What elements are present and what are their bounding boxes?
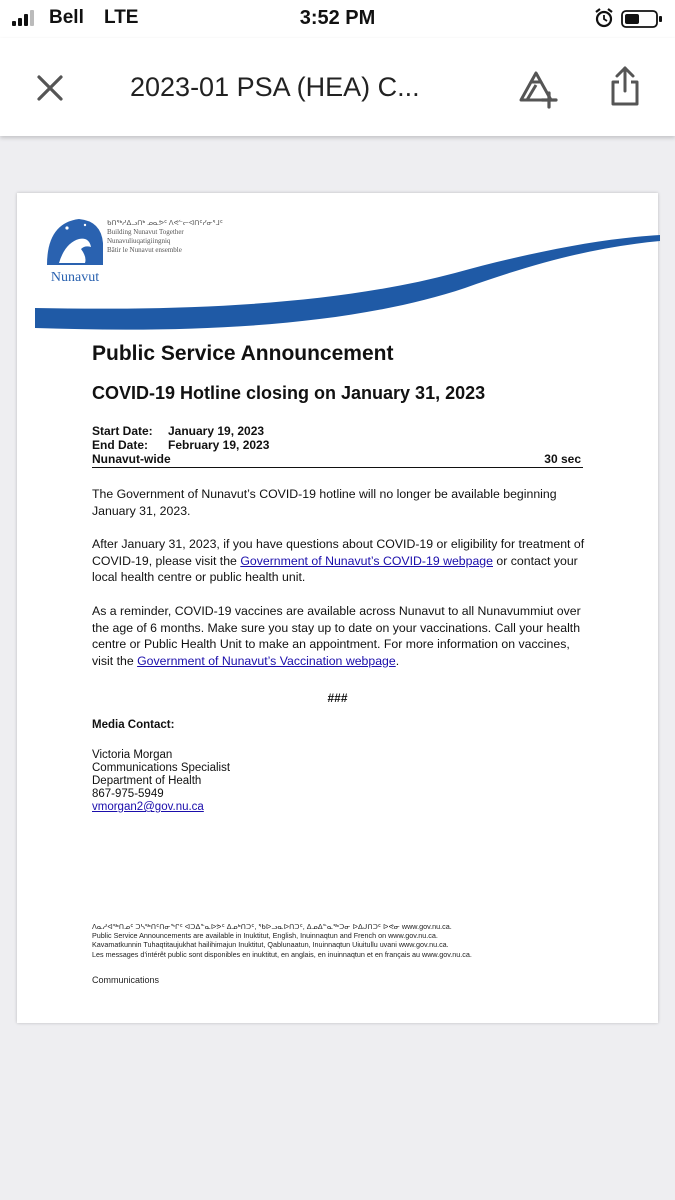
add-to-drive-icon[interactable]	[515, 66, 561, 110]
end-date-value: February 19, 2023	[168, 438, 270, 452]
start-date-label: Start Date:	[92, 424, 153, 438]
end-date-label: End Date:	[92, 438, 149, 452]
clock: 3:52 PM	[299, 7, 376, 29]
footer-line: Kavamatkunnin Tuhaqtitaujukhat hailihimajun Inuktitut, Qablunaatun, Inuinnaqtun Uiuitullu uvani www.gov.nu.ca.	[92, 940, 449, 950]
paragraph-3	[92, 603, 587, 669]
app-bar	[0, 38, 675, 136]
document-page	[17, 193, 658, 1023]
carrier-name: Bell	[49, 7, 84, 28]
page-title: Public Service Announcement	[92, 342, 394, 365]
footer-languages	[92, 922, 472, 959]
footer-line: ᐱᓇᓱᐊᖅᑎᓄᑦ ᑐᓴᖅᑎᑦᑎᓂᖏᑦ ᐊᑐᐃᓐᓇᐅᕗᑦ ᐃᓄᒃᑎᑐᑦ, ᖃᐅᓗᓇᐅᑎᑐᑦ, ᐃᓄᐃᓐᓇᖅᑐᓂ ᐅᐃᒍᑎᑐᑦ ᐅᕙᓂ www.gov.nu.ca.	[92, 922, 452, 931]
footer-org: Communications	[92, 975, 160, 985]
alarm-icon	[594, 8, 614, 28]
share-icon[interactable]	[605, 64, 645, 108]
contact-phone: 867-975-5949	[92, 788, 164, 800]
paragraph-2-text: After January 31, 2023, if you have questions about COVID-19 or eligibility for treatment of COVID-19, please visit the	[92, 537, 585, 568]
logo-name: Nunavut	[50, 270, 100, 285]
footer-line: Public Service Announcements are available in Inuktitut, English, Inuinnaqtun and French on www.gov.nu.ca.	[92, 931, 438, 941]
footer-line: Les messages d’intérêt public sont disponibles en inuktitut, en anglais, en inuinnaqtun et en français au www.gov.nu.ca.	[92, 949, 472, 959]
paragraph-3-text: As a reminder, COVID-19 vaccines are available across Nunavut to all Nunavummiut over the age of 6 months. Make sure you stay up to date on your vaccinations. Call your health centre or Public Health Unit to make an appointment. For more information on vaccines, visit the	[92, 604, 581, 668]
page-subtitle: COVID-19 Hotline closing on January 31, 2023	[92, 383, 486, 403]
vaccination-webpage-link[interactable]: Government of Nunavut’s Vaccination webpage	[137, 653, 396, 668]
paragraph-2	[92, 536, 587, 586]
media-contact-label: Media Contact:	[92, 719, 175, 731]
start-date-value: January 19, 2023	[168, 424, 265, 438]
contact-role: Communications Specialist	[92, 762, 231, 774]
close-icon[interactable]	[30, 68, 70, 108]
status-bar	[0, 0, 675, 38]
network-type: LTE	[104, 7, 139, 28]
covid-webpage-link[interactable]: Government of Nunavut’s COVID-19 webpage	[240, 553, 493, 568]
logo-syllabics: ᑲᑎᖅᓱᐃᓗᑎᒃ ᓄᓇᕗᑦ ᐱᕙᓪᓕᐊᑎᑦᓯᓂᕐᒧᑦ	[107, 219, 223, 227]
contact-department: Department of Health	[92, 775, 202, 787]
logo-tagline	[107, 219, 223, 255]
contact-block	[92, 749, 230, 814]
nunavut-logo-icon	[45, 213, 105, 285]
paragraph-1: The Government of Nunavut’s COVID-19 hotline will no longer be available beginning January 31, 2023.	[92, 487, 557, 518]
battery-icon	[621, 9, 663, 29]
logo-line-fr: Bâtir le Nunavut ensemble	[107, 246, 182, 254]
logo-line-en: Building Nunavut Together	[107, 228, 184, 236]
document-title: 2023-01 PSA (HEA) C...	[130, 72, 420, 102]
duration: 30 sec	[544, 452, 581, 466]
contact-name: Victoria Morgan	[92, 749, 173, 761]
region-duration-row	[92, 452, 583, 468]
logo-line-inn: Nunavuliuqatigiingniq	[107, 237, 171, 245]
region: Nunavut-wide	[92, 452, 171, 466]
contact-email-link[interactable]: vmorgan2@gov.nu.ca	[92, 801, 204, 813]
paragraph-3-tail: .	[395, 653, 400, 668]
end-marker: ###	[327, 691, 348, 705]
paragraph-2-tail: or contact your local health centre or public health unit.	[92, 553, 578, 584]
date-block	[92, 424, 269, 452]
